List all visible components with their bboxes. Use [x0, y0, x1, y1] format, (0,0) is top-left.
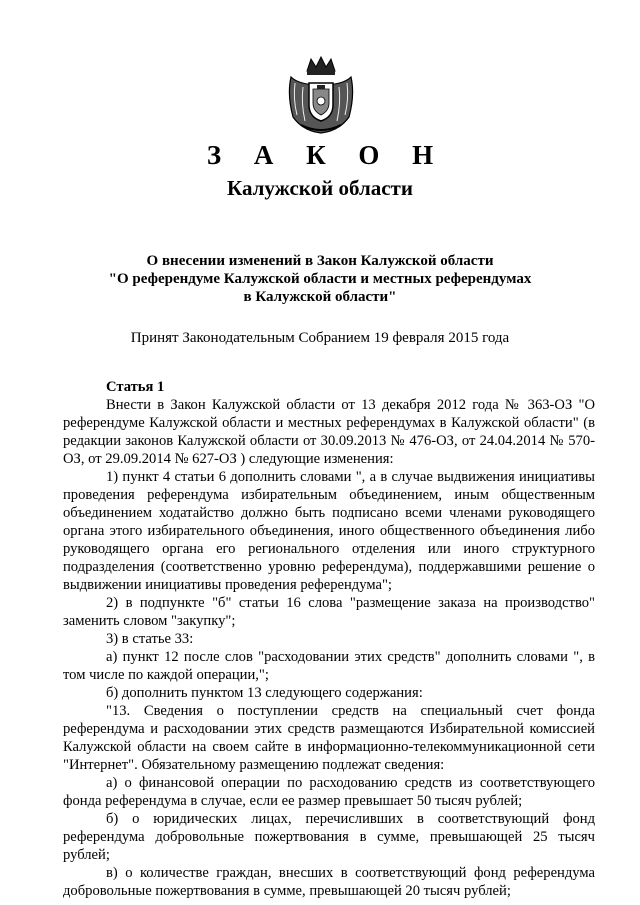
law-title-line: О внесении изменений в Закон Калужской области — [146, 253, 494, 269]
paragraph: 2) в подпункте "б" статьи 16 слова "размещение заказа на производство" заменить словом "закупку"; — [63, 595, 595, 629]
law-title — [0, 252, 640, 306]
document-title: З А К О Н — [206, 140, 447, 170]
paragraph: Внести в Закон Калужской области от 13 декабря 2012 года № 363-ОЗ "О референдуме Калужской области и местных референдумах в Калужской области" (в редакции законов Калужской области от 30.09.2013 № 476-ОЗ, от 24.04.2014 № 570-ОЗ, от 29.09.2014 № 627-ОЗ ) следующие изменения: — [63, 397, 595, 467]
paragraph: 3) в статье 33: — [106, 631, 194, 647]
document-body — [63, 378, 595, 900]
paragraph: а) о финансовой операции по расходованию средств из соответствующего фонда референдума в случае, если ее размер превышает 50 тысяч рублей; — [63, 775, 595, 809]
paragraph: б) о юридических лицах, перечисливших в соответствующий фонд референдума добровольные пожертвования в сумме, превышающей 25 тысяч рублей; — [63, 811, 595, 863]
document-subtitle: Калужской области — [227, 176, 413, 200]
paragraph: б) дополнить пунктом 13 следующего содержания: — [106, 685, 423, 701]
article-heading: Статья 1 — [106, 379, 165, 395]
paragraph: а) пункт 12 после слов "расходовании этих средств" дополнить словами ", в том числе по каждой операции,"; — [63, 649, 595, 683]
coat-of-arms-icon — [283, 55, 359, 135]
adoption-note: Принят Законодательным Собранием 19 февраля 2015 года — [130, 330, 510, 346]
paragraph: 1) пункт 4 статьи 6 дополнить словами ", а в случае выдвижения инициативы проведения референдума избирательным объединением, иным общественным объединением ходатайство должно быть подписано всеми членами руководящего органа этого избирательного объединения, иного общественного объединения либо руководящего органа его регионального отделения или иного структурного подразделения (соответственно уровню референдума), поддержавшими решение о выдвижении инициативы проведения референдума"; — [63, 469, 595, 593]
law-title-line: в Калужской области" — [243, 289, 397, 305]
paragraph: "13. Сведения о поступлении средств на специальный счет фонда референдума и расходовании этих средств размещаются Избирательной комиссией Калужской области на своем сайте в информационно-телекоммуникационной сети "Интернет". Обязательному размещению подлежат сведения: — [63, 703, 595, 773]
paragraph: в) о количестве граждан, внесших в соответствующий фонд референдума добровольные пожертвования в сумме, превышающей 20 тысяч рублей; — [63, 865, 595, 899]
law-title-line: "О референдуме Калужской области и местных референдумах — [108, 271, 532, 287]
